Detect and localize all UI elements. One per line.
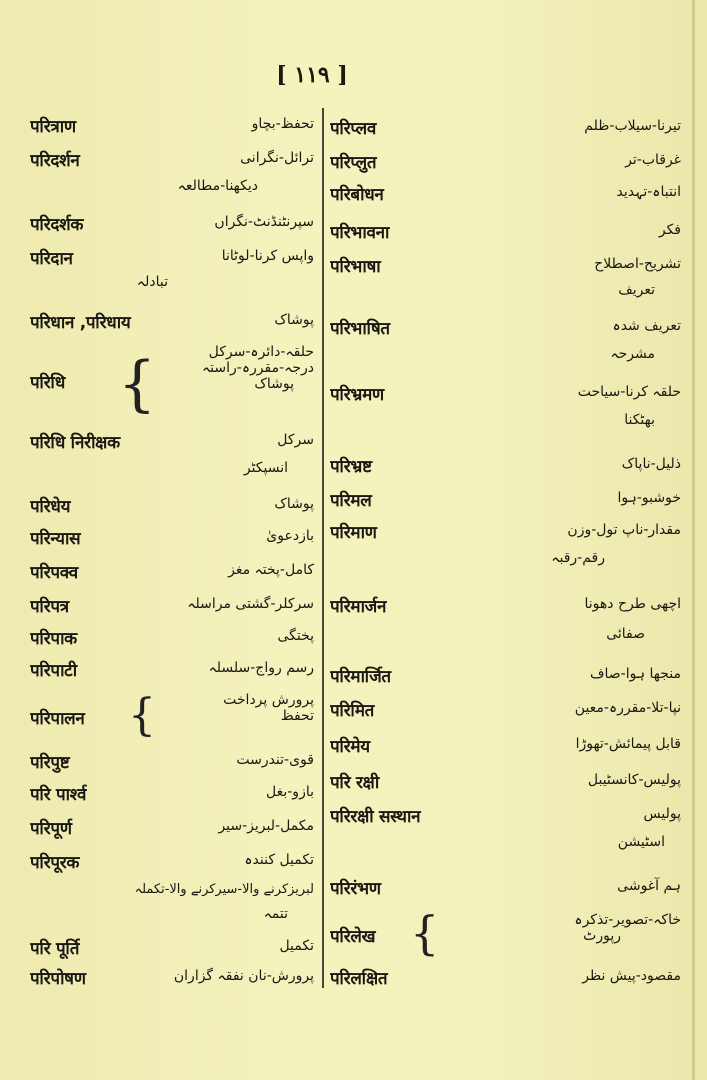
entry-headword: परिलेख bbox=[330, 927, 376, 947]
brace-icon: { bbox=[128, 690, 156, 741]
entry-row bbox=[330, 906, 685, 960]
entry-meaning: تیرنا-سیلاب-ظلم bbox=[584, 118, 681, 134]
entry-headword: परिधेय bbox=[30, 497, 71, 517]
entry-meaning-continued: صفائی bbox=[606, 626, 645, 642]
entry-meaning-continued: دیکھنا-مطالعہ bbox=[177, 178, 258, 194]
entry-meaning: پوشاک bbox=[254, 376, 294, 392]
entry-meaning: مکمل-لبریز-سیر bbox=[218, 818, 314, 834]
entry-meaning: خاکہ-تصویر-تذکرہ bbox=[574, 912, 681, 928]
entry-meaning: سپرنٹنڈنٹ-نگراں bbox=[214, 214, 314, 230]
right-column bbox=[330, 110, 685, 990]
entry-meaning: نپا-تلا-مقررہ-معین bbox=[574, 700, 681, 716]
entry-meaning-continued: تبادلہ bbox=[136, 274, 168, 290]
entry-meaning: مقصود-پیش نظر bbox=[582, 968, 681, 984]
entry-meaning-continued: اسٹیشن bbox=[617, 834, 665, 850]
entry-meaning: تشریح-اصطلاح bbox=[594, 256, 681, 272]
entry-headword: परिमाण bbox=[330, 523, 377, 543]
entry-meaning-continued: تعریف bbox=[618, 282, 655, 298]
entry-meaning: تحفظ-بچاو bbox=[251, 116, 314, 132]
entry-meaning: سرکلر-گشتی مراسلہ bbox=[187, 596, 314, 612]
entry-headword: परिपूर्ण bbox=[30, 819, 72, 839]
entry-headword: परिन्यास bbox=[30, 529, 81, 549]
entry-meaning: حلقہ-دائرہ-سرکل bbox=[208, 344, 314, 360]
entry-meaning: تکمیل bbox=[279, 938, 314, 954]
entry-headword: परिबोधन bbox=[330, 185, 384, 205]
entry-headword: परिधि निरीक्षक bbox=[30, 433, 120, 453]
entry-meaning-stack bbox=[574, 912, 681, 944]
entry-meaning: پوشاک bbox=[274, 496, 314, 512]
entry-meaning: اچھی طرح دھونا bbox=[584, 596, 681, 612]
entry-meaning: تعریف شدہ bbox=[612, 318, 681, 334]
entry-meaning: تکمیل کنندہ bbox=[244, 852, 314, 868]
entry-meaning: غرقاب-تر bbox=[625, 152, 681, 168]
entry-meaning-continued: بھٹکنا bbox=[624, 412, 655, 428]
entry-headword: परिपाटी bbox=[30, 661, 77, 681]
entry-headword: परिपत्र bbox=[30, 597, 69, 617]
entry-meaning: مقدار-ناپ تول-وزن bbox=[567, 522, 681, 538]
entry-meaning: پختگی bbox=[277, 628, 314, 644]
entry-meaning: واپس کرنا-لوٹانا bbox=[221, 248, 314, 264]
entry-headword: परिभाषित bbox=[330, 319, 390, 339]
column-divider bbox=[322, 108, 324, 988]
entry-headword: परिपूरक bbox=[30, 853, 80, 873]
entry-meaning-stack bbox=[223, 692, 314, 724]
entry-meaning-continued: انسپکٹر bbox=[243, 460, 288, 476]
entry-meaning-continued: رقم-رقبہ bbox=[551, 550, 605, 566]
entry-headword: परिधान ,परिधाय bbox=[30, 313, 131, 333]
entry-row bbox=[30, 344, 318, 419]
entry-meaning-stack bbox=[202, 344, 314, 392]
entry-headword: परिमल bbox=[330, 491, 372, 511]
entry-headword: परिमित bbox=[330, 701, 375, 721]
entry-headword: परिपोषण bbox=[30, 969, 86, 989]
left-column bbox=[30, 110, 318, 990]
entry-headword: परि पूर्ति bbox=[30, 939, 80, 959]
entry-headword: परिपक्व bbox=[30, 563, 78, 583]
page-number: [ ١١٩ ] bbox=[276, 62, 348, 88]
entry-meaning: پولیس bbox=[643, 806, 681, 822]
entry-meaning-continued: تتمہ bbox=[263, 906, 288, 922]
brace-icon: { bbox=[118, 349, 157, 419]
brace-icon: { bbox=[410, 906, 440, 960]
entry-meaning: رسم رواج-سلسلہ bbox=[208, 660, 314, 676]
entry-meaning: ذلیل-ناپاک bbox=[621, 456, 681, 472]
entry-meaning: ترائل-نگرانی bbox=[240, 150, 314, 166]
entry-meaning: قابل پیمائش-تھوڑا bbox=[575, 736, 681, 752]
entry-headword: परि पार्श्व bbox=[30, 785, 87, 805]
entry-row bbox=[30, 692, 318, 742]
entry-meaning: خوشبو-ہوا bbox=[617, 490, 681, 506]
entry-headword: परिभावना bbox=[330, 223, 390, 243]
entry-headword: परिपाक bbox=[30, 629, 77, 649]
entry-headword: परिदान bbox=[30, 249, 73, 269]
entry-meaning: تحفظ bbox=[280, 708, 314, 724]
entry-headword: परिपालन bbox=[30, 709, 85, 729]
entry-meaning-continued: مشرحہ bbox=[610, 346, 655, 362]
entry-meaning: لبریزکرنے والا-سیرکرنے والا-تکملہ bbox=[134, 882, 314, 897]
entry-meaning: رپورٹ bbox=[583, 928, 621, 944]
entry-headword: परिदर्शन bbox=[30, 151, 80, 171]
entry-headword: परिप्लुत bbox=[330, 153, 377, 173]
entry-headword: परिदर्शक bbox=[30, 215, 84, 235]
entry-meaning: کامل-پختہ مغز bbox=[228, 562, 314, 578]
entry-meaning: فکر bbox=[658, 222, 681, 238]
entry-headword: परि रक्षी bbox=[330, 773, 379, 793]
entry-headword: परिमार्जन bbox=[330, 597, 387, 617]
entry-headword: परिरंभण bbox=[330, 879, 381, 899]
entry-headword: परिमार्जित bbox=[330, 667, 391, 687]
entry-headword: परिमेय bbox=[330, 737, 370, 757]
entry-meaning: پولیس-کانسٹیبل bbox=[587, 772, 681, 788]
entry-headword: परिप्लव bbox=[330, 119, 377, 139]
entry-meaning: انتباہ-تہدید bbox=[616, 184, 681, 200]
entry-headword: परिभाषा bbox=[330, 257, 381, 277]
entry-meaning: ہم آغوشی bbox=[617, 878, 681, 894]
entry-headword: परिभ्रमण bbox=[330, 385, 384, 405]
entry-meaning: پرورش پرداخت bbox=[223, 692, 314, 708]
entry-meaning: حلقہ کرنا-سیاحت bbox=[577, 384, 681, 400]
entry-meaning: درجہ-مقررہ-راستہ bbox=[201, 360, 314, 376]
entry-meaning: بازدعویٰ bbox=[266, 528, 314, 544]
entry-meaning: پوشاک bbox=[274, 312, 314, 328]
entry-headword: परिलक्षित bbox=[330, 969, 388, 989]
entry-meaning: منجھا ہوا-صاف bbox=[590, 666, 681, 682]
entry-headword: परिपुष्ट bbox=[30, 753, 70, 773]
entry-meaning: پرورش-نان نفقہ گزاران bbox=[173, 968, 314, 984]
entry-meaning: بازو-بغل bbox=[266, 784, 314, 800]
entry-meaning: سرکل bbox=[277, 432, 314, 448]
entry-meaning: قوی-تندرست bbox=[236, 752, 314, 768]
entry-headword: परिरक्षी सस्थान bbox=[330, 807, 421, 827]
entry-headword: परिभ्रष्ट bbox=[330, 457, 372, 477]
entry-headword: परित्राण bbox=[30, 117, 76, 137]
page-edge-shadow bbox=[692, 0, 695, 1080]
entry-headword: परिधि bbox=[30, 373, 65, 393]
